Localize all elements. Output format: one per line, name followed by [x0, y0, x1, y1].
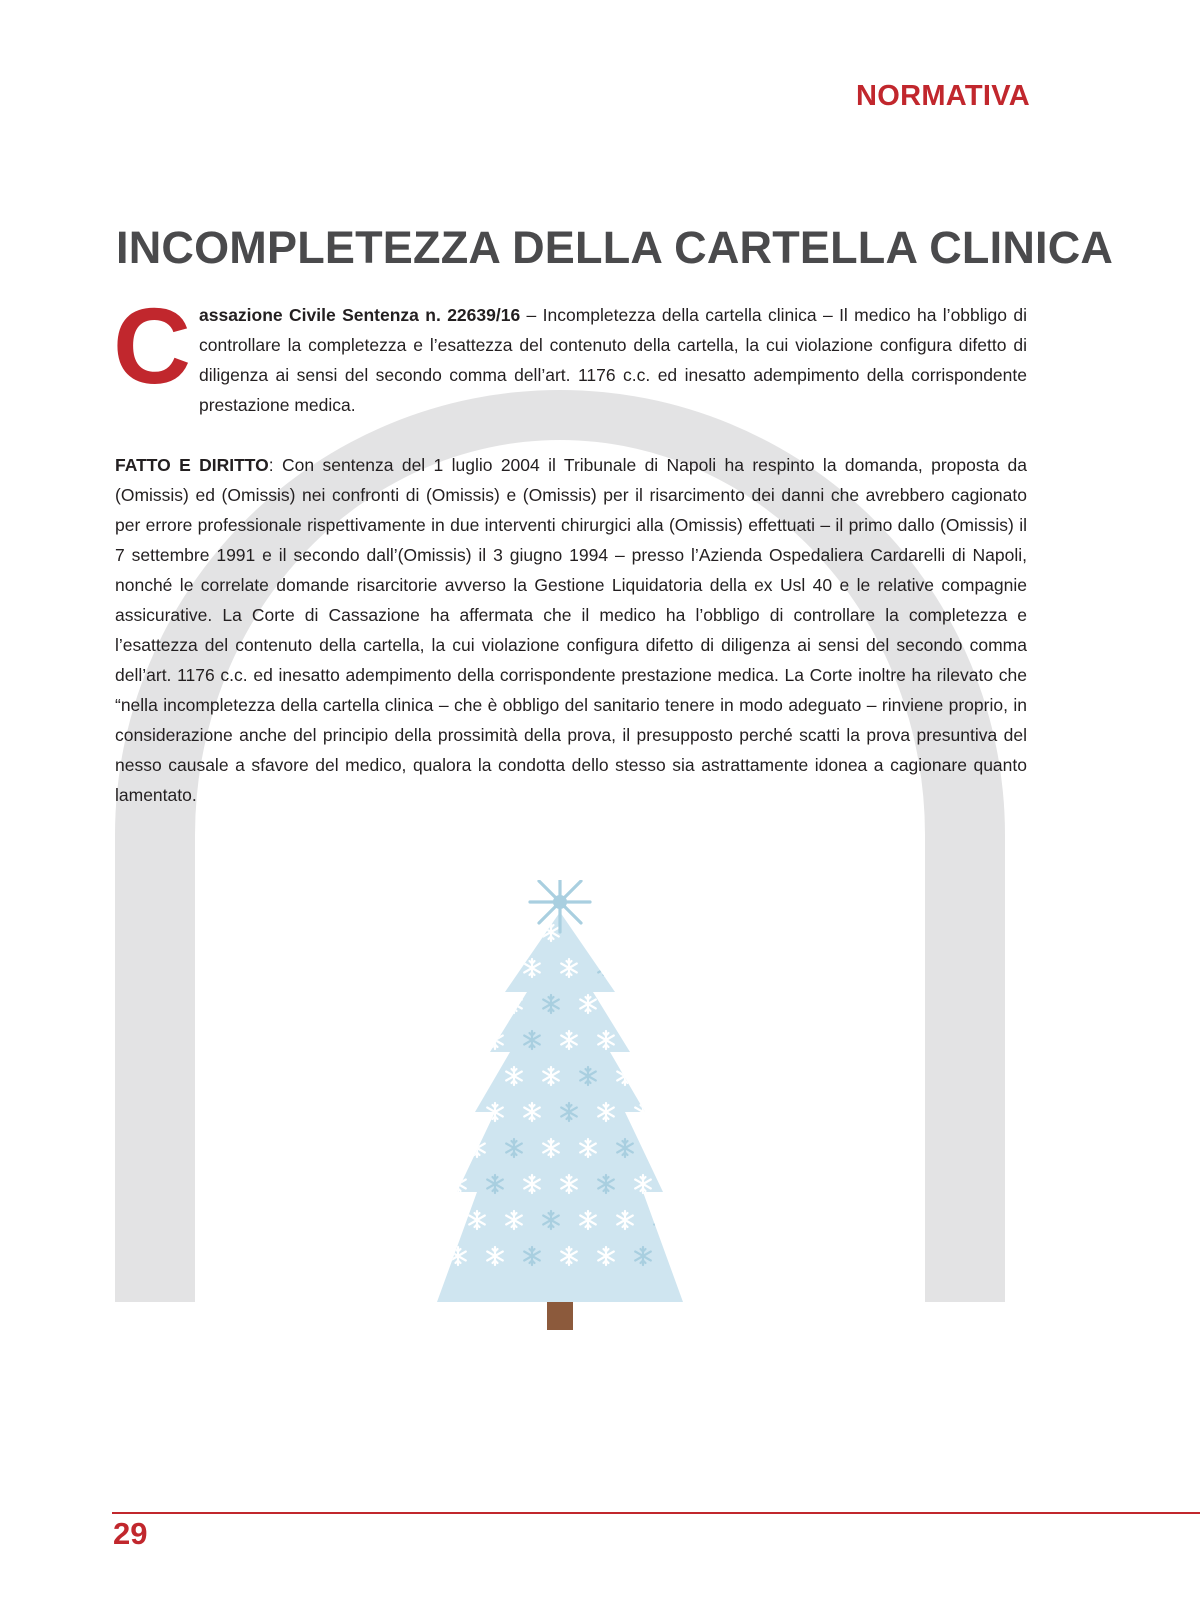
snowflake-icon: [450, 959, 466, 977]
footer-rule: [112, 1512, 1200, 1514]
snowflake-icon: [654, 1139, 670, 1157]
fatto-text: : Con sentenza del 1 luglio 2004 il Tribunale di Napoli ha respinto la domanda, proposta da (Omissis) ed (Omissis) nei confronti di (Omissis) e (Omissis) per il risarcimento dei danni che avrebbero cagionato per errore professionale rispettivamente in due interventi chirurgici alla (Omissis) effettuati – il primo dallo (Omissis) il 7 settembre 1991 e il secondo dall’(Omissis) il 3 giugno 1994 – presso l’Azienda Ospedaliera Cardarelli di Napoli, nonché le correlate domande risarcitorie avverso la Gestione Liquidatoria della ex Usl 40 e le relative compagnie assicurative. La Corte di Cassazione ha affermata che il medico ha l’obbligo di controllare la completezza e l’esattezza del contenuto della cartella, la cui violazione configura difetto di diligenza ai sensi del secondo comma dell’art. 1176 c.c. ed inesatto adempimento della corrispondente prestazione medica. La Corte inoltre ha rilevato che “nella incompletezza della cartella clinica – che è obbligo del sanitario tenere in modo adeguato – rinviene proprio, in considerazione anche del principio della prossimità della prova, il presupposto perché scatti la prova presuntiva del nesso causale a sfavore del medico, qualora la condotta dello stesso sia astrattamente idonea a cagionare quanto lamentato.: [115, 455, 1027, 805]
snowflake-icon: [635, 959, 651, 977]
snowflake-icon: [672, 1103, 688, 1121]
snowflake-icon: [469, 1067, 485, 1085]
section-label: NORMATIVA: [856, 80, 1030, 112]
christmas-tree-icon: [430, 880, 690, 1350]
snowflake-icon: [469, 995, 485, 1013]
article-title: INCOMPLETEZZA DELLA CARTELLA CLINICA: [116, 222, 1114, 273]
snowflake-icon: [432, 995, 448, 1013]
tree-body: [437, 912, 683, 1302]
fatto-paragraph: [115, 450, 1027, 810]
snowflake-icon: [635, 1031, 651, 1049]
lead-bold-text: assazione Civile Sentenza n. 22639/16: [199, 305, 521, 325]
snowflake-icon: [432, 1139, 448, 1157]
snowflake-icon: [432, 1067, 448, 1085]
snowflake-icon: [672, 1247, 688, 1265]
snowflake-icon: [580, 923, 596, 941]
snowflake-icon: [654, 1211, 670, 1229]
snowflake-icon: [469, 923, 485, 941]
drop-cap: C: [113, 285, 191, 406]
snowflake-icon: [617, 923, 633, 941]
page-number: 29: [113, 1516, 148, 1551]
snowflake-icon: [672, 1031, 688, 1049]
snowflake-icon: [672, 1175, 688, 1193]
snowflake-icon: [432, 923, 448, 941]
snowflake-icon: [450, 1103, 466, 1121]
tree-trunk: [547, 1302, 573, 1330]
lead-paragraph: [113, 285, 1027, 420]
article-body: [113, 285, 1027, 810]
snowflake-icon: [487, 959, 503, 977]
star-icon: [530, 880, 590, 932]
snowflake-icon: [450, 1031, 466, 1049]
lead-text: – Incompletezza della cartella clinica – Il medico ha l’obbligo di controllare la completezza e l’esattezza del contenuto della cartella, la cui violazione configura difetto di diligenza ai sensi del secondo comma dell’art. 1176 c.c. ed inesatto adempimento della corrispondente prestazione medica.: [199, 305, 1027, 415]
snowflake-icon: [654, 923, 670, 941]
snowflake-icon: [654, 995, 670, 1013]
snowflake-icon: [506, 923, 522, 941]
snowflake-icon: [654, 1067, 670, 1085]
fatto-label: FATTO E DIRITTO: [115, 455, 269, 475]
snowflake-icon: [617, 995, 633, 1013]
snowflake-icon: [672, 959, 688, 977]
snowflake-icon: [432, 1211, 448, 1229]
